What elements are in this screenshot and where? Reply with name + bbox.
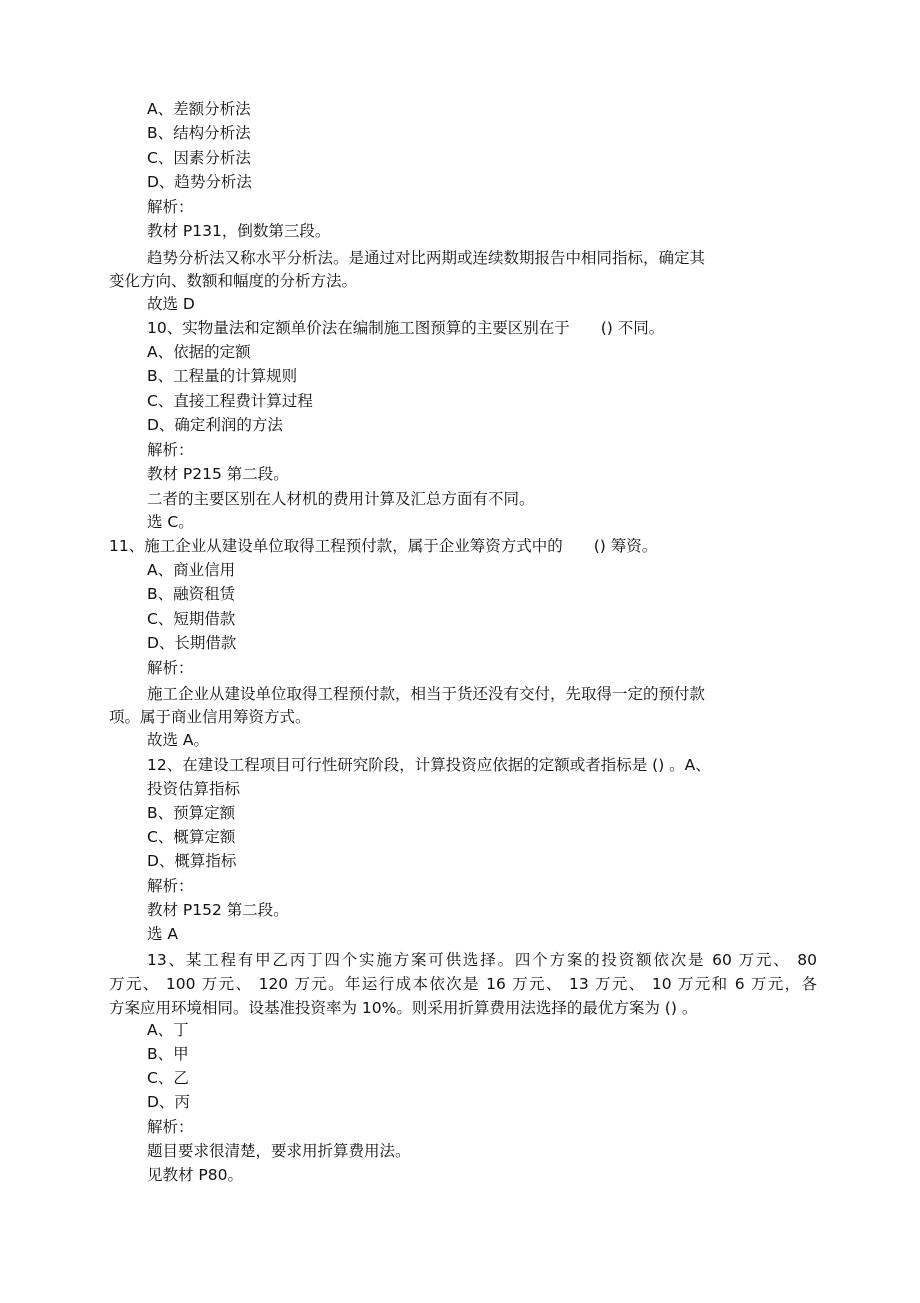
analysis-label: 解析： (147, 198, 194, 216)
option-b: B、甲 (147, 1045, 189, 1063)
analysis-text: 教材 P215 第二段。 (147, 465, 289, 483)
option-c: C、短期借款 (147, 610, 236, 628)
analysis-label: 解析： (147, 877, 194, 895)
question-12: 12、在建设工程项目可行性研究阶段，计算投资应依据的定额或者指标是 () 。A、 (147, 756, 711, 774)
option-c: C、因素分析法 (147, 149, 251, 167)
analysis-text: 教材 P152 第二段。 (147, 901, 289, 919)
question-13: 13、某工程有甲乙丙丁四个实施方案可供选择。四个方案的投资额依次是 60 万元、 80 (147, 951, 817, 969)
analysis-label: 解析： (147, 441, 194, 459)
analysis-label: 解析： (147, 1118, 194, 1136)
analysis-text: 教材 P131，倒数第三段。 (147, 222, 331, 240)
option-d: D、丙 (147, 1093, 190, 1111)
option-b: B、融资租赁 (147, 585, 236, 603)
answer-text: 选 C。 (147, 513, 194, 531)
option-d: D、趋势分析法 (147, 173, 252, 191)
analysis-text: 变化方向、数额和幅度的分析方法。 (109, 272, 358, 290)
option-d: D、确定利润的方法 (147, 416, 283, 434)
analysis-text: 二者的主要区别在人材机的费用计算及汇总方面有不同。 (147, 490, 535, 508)
question-10: 10、实物量法和定额单价法在编制施工图预算的主要区别在于 () 不同。 (147, 319, 665, 337)
analysis-label: 解析： (147, 659, 194, 677)
option-a: A、商业信用 (147, 561, 236, 579)
answer-text: 故选 A。 (147, 731, 210, 749)
question-11: 11、施工企业从建设单位取得工程预付款，属于企业筹资方式中的 () 筹资。 (109, 537, 658, 555)
option-a: 投资估算指标 (147, 780, 241, 798)
question-13: 方案应用环境相同。设基准投资率为 10%。则采用折算费用法选择的最优方案为 () 。 (109, 999, 698, 1017)
option-a: A、差额分析法 (147, 100, 251, 118)
option-b: B、结构分析法 (147, 124, 251, 142)
option-c: C、乙 (147, 1069, 189, 1087)
question-13: 万元、 100 万元、 120 万元。年运行成本依次是 16 万元、 13 万元、 10 万元和 6 万元，各 (109, 975, 817, 993)
option-c: C、直接工程费计算过程 (147, 392, 313, 410)
option-b: B、工程量的计算规则 (147, 367, 298, 385)
analysis-text: 项。属于商业信用筹资方式。 (109, 708, 311, 726)
option-d: D、长期借款 (147, 634, 237, 652)
analysis-text: 趋势分析法又称水平分析法。是通过对比两期或连续数期报告中相同指标，确定其 (147, 249, 706, 267)
answer-text: 选 A (147, 925, 179, 943)
analysis-text: 题目要求很清楚，要求用折算费用法。 (147, 1142, 411, 1160)
answer-text: 故选 D (147, 295, 195, 313)
analysis-text: 施工企业从建设单位取得工程预付款，相当于货还没有交付，先取得一定的预付款 (147, 685, 706, 703)
option-d: D、概算指标 (147, 852, 237, 870)
option-c: C、概算定额 (147, 828, 236, 846)
option-b: B、预算定额 (147, 804, 236, 822)
analysis-text: 见教材 P80。 (147, 1166, 243, 1184)
option-a: A、依据的定额 (147, 343, 251, 361)
option-a: A、丁 (147, 1021, 189, 1039)
